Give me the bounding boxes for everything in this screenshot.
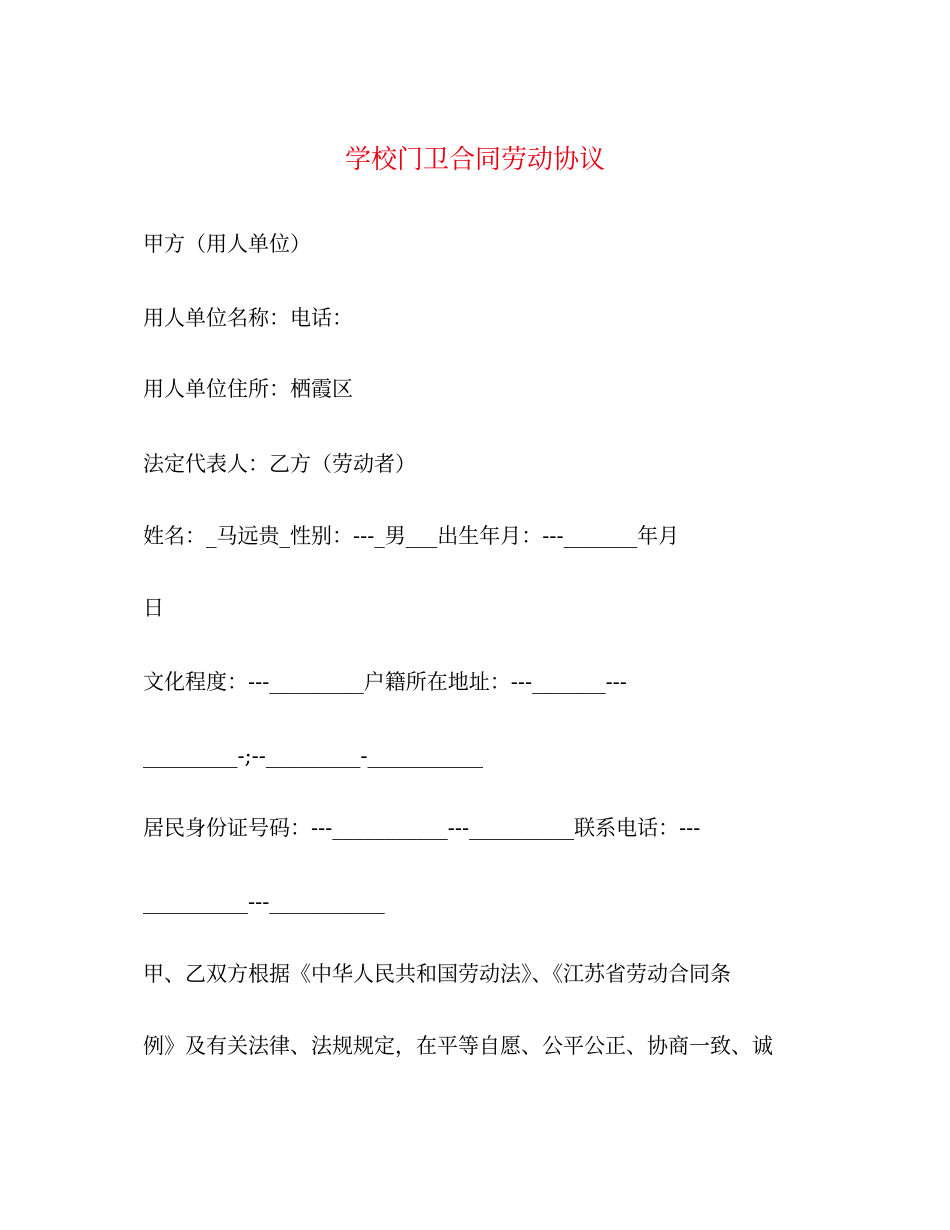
- worker-name-line: 姓名：_马远贵_性别：---_男___出生年月：---_______年月: [143, 524, 680, 548]
- agreement-paragraph-line-2: 例》及有关法律、法规规定，在平等自愿、公平公正、协商一致、诚: [143, 1034, 773, 1058]
- employer-address-line: 用人单位住所：栖霞区: [143, 377, 353, 401]
- document-title: 学校门卫合同劳动协议: [344, 145, 605, 175]
- education-address-line: 文化程度：---_________户籍所在地址：---_______---: [143, 670, 627, 694]
- party-a-heading: 甲方（用人单位）: [143, 232, 311, 256]
- legal-representative-line: 法定代表人：乙方（劳动者）: [143, 452, 416, 476]
- agreement-paragraph-line-1: 甲、乙双方根据《中华人民共和国劳动法》、《江苏省劳动合同条: [143, 962, 731, 986]
- employer-name-line: 用人单位名称：电话：: [143, 306, 353, 330]
- phone-continuation-line: __________---___________: [143, 890, 385, 914]
- address-continuation-line: _________-;--_________-___________: [143, 744, 483, 768]
- birth-day-line: 日: [143, 596, 164, 620]
- id-number-phone-line: 居民身份证号码：---___________---__________联系电话：---: [143, 816, 701, 840]
